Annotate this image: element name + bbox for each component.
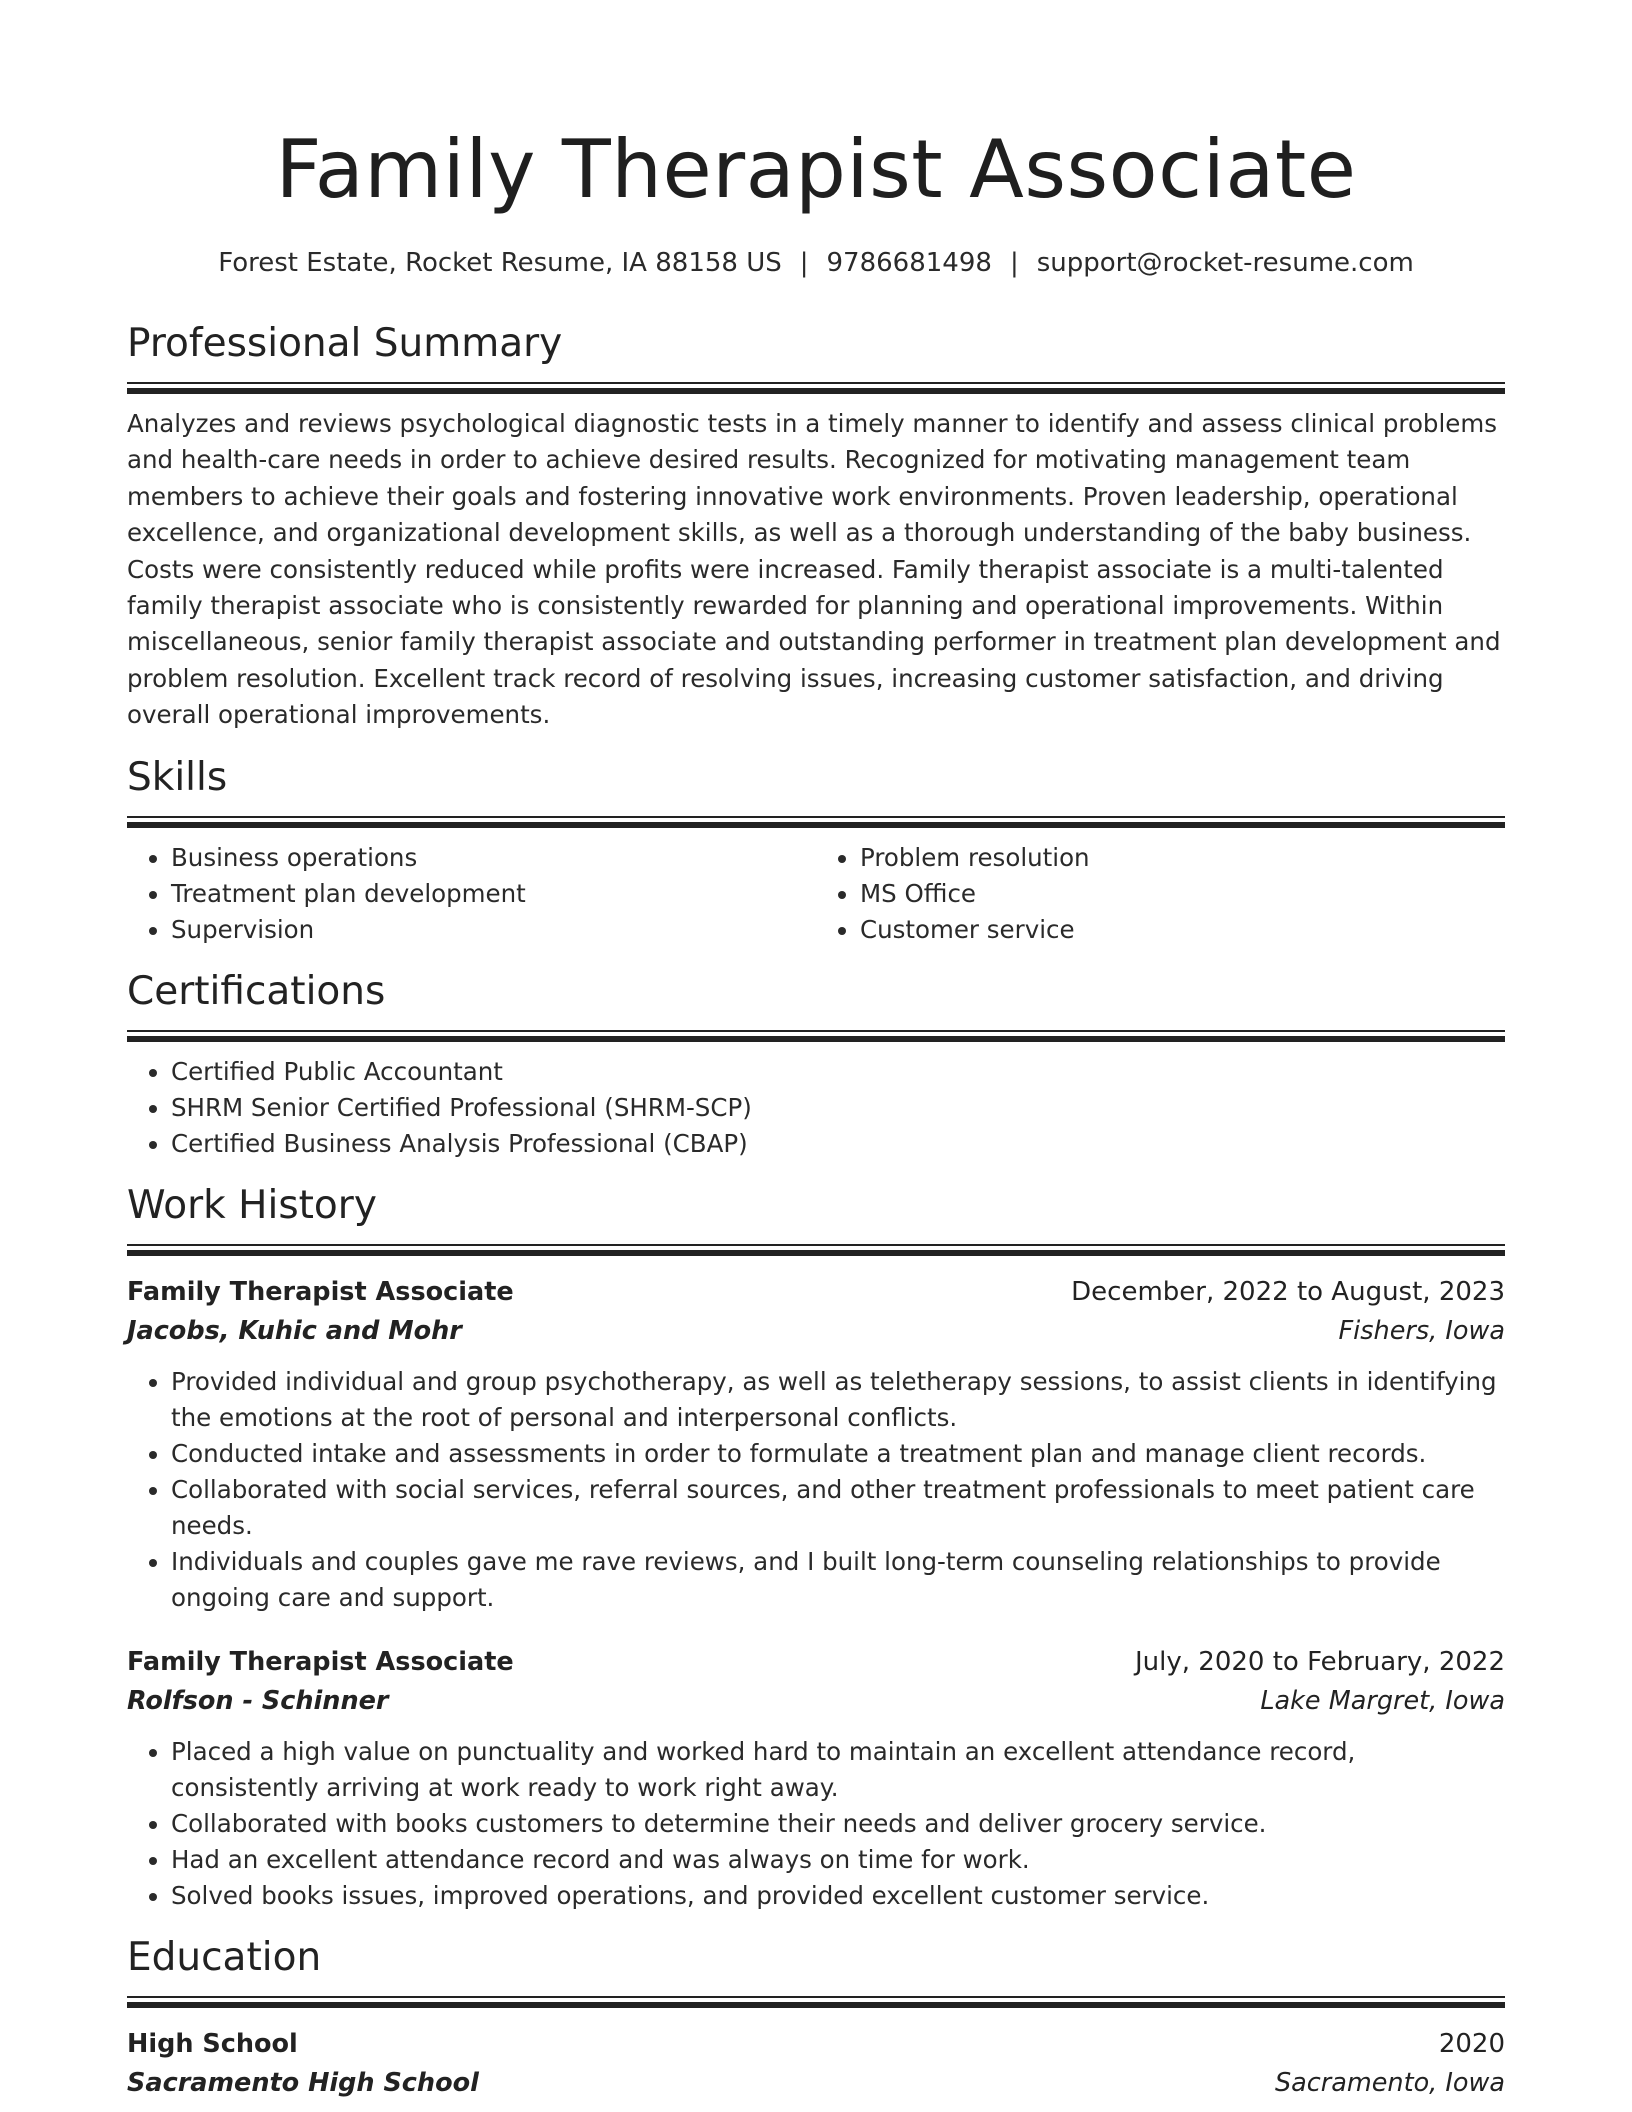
skills-list-left bbox=[127, 840, 816, 948]
section-divider bbox=[127, 1996, 1505, 2008]
job-subheader-row bbox=[127, 1682, 1505, 1720]
section-divider bbox=[127, 382, 1505, 394]
job-header-row bbox=[127, 1272, 1505, 1312]
education-year: 2020 bbox=[1438, 2028, 1505, 2059]
skills-section bbox=[127, 754, 1505, 948]
skill-item: • Supervision bbox=[171, 912, 816, 948]
skills-grid bbox=[127, 828, 1505, 948]
section-title-work-history: Work History bbox=[127, 1182, 377, 1228]
job-bullet: • Individuals and couples gave me rave reviews, and I built long-term counseling relationships to provide ongoing care and support. bbox=[171, 1544, 1505, 1616]
education-degree: High School bbox=[127, 2028, 298, 2059]
contact-email: support@rocket-resume.com bbox=[1036, 248, 1414, 278]
job-bullet: • Collaborated with books customers to determine their needs and deliver grocery service. bbox=[171, 1806, 1505, 1842]
education-school: Sacramento High School bbox=[127, 2067, 479, 2098]
job-location: Lake Margret, Iowa bbox=[1260, 1685, 1505, 1716]
job-title: Family Therapist Associate bbox=[127, 1646, 514, 1677]
job-bullet: • Collaborated with social services, referral sources, and other treatment professionals to meet patient care needs. bbox=[171, 1472, 1505, 1544]
education-header-row bbox=[127, 2024, 1505, 2064]
summary-section bbox=[127, 320, 1505, 734]
job-header-row bbox=[127, 1642, 1505, 1682]
contact-address: Forest Estate, Rocket Resume, IA 88158 US bbox=[218, 248, 782, 278]
contact-separator: | bbox=[799, 248, 809, 278]
section-title-skills: Skills bbox=[127, 754, 228, 800]
certification-item: • Certified Public Accountant bbox=[171, 1054, 1505, 1090]
skill-item: • MS Office bbox=[860, 876, 1505, 912]
certification-item: • Certified Business Analysis Professional (CBAP) bbox=[171, 1126, 1505, 1162]
certifications-section bbox=[127, 968, 1505, 1162]
job-entry bbox=[127, 1642, 1505, 1914]
job-company: Rolfson - Schinner bbox=[127, 1685, 389, 1716]
education-location: Sacramento, Iowa bbox=[1274, 2067, 1505, 2098]
skills-list-right bbox=[816, 840, 1505, 948]
contact-separator: | bbox=[1009, 248, 1019, 278]
work-history-section bbox=[127, 1182, 1505, 1914]
skill-item: • Treatment plan development bbox=[171, 876, 816, 912]
summary-text: Analyzes and reviews psychological diagnostic tests in a timely manner to identify and assess clinical problems and health-care needs in order to achieve desired results. Recognized for motivating management team members to achieve their goals and fostering innovative work environments. Proven leadership, operational excellence, and organizational development skills, as well as a thorough understanding of the baby business. Costs were consistently reduced while profits were increased. Family therapist associate is a multi-talented family therapist associate who is consistently rewarded for planning and operational improvements. Within miscellaneous, senior family therapist associate and outstanding performer in treatment plan development and problem resolution. Excellent track record of resolving issues, increasing customer satisfaction, and driving overall operational improvements. bbox=[127, 409, 1501, 730]
resume-name: Family Therapist Associate bbox=[275, 123, 1357, 216]
education-subheader-row bbox=[127, 2064, 1505, 2102]
section-title-education: Education bbox=[127, 1934, 322, 1980]
skill-item: • Problem resolution bbox=[860, 840, 1505, 876]
job-bullet: • Conducted intake and assessments in order to formulate a treatment plan and manage client records. bbox=[171, 1436, 1505, 1472]
skill-item: • Customer service bbox=[860, 912, 1505, 948]
section-divider bbox=[127, 816, 1505, 828]
certifications-list bbox=[127, 1054, 1505, 1162]
contact-phone: 9786681498 bbox=[826, 248, 992, 278]
job-bullet: • Placed a high value on punctuality and worked hard to maintain an excellent attendance record, consistently arriving at work ready to work right away. bbox=[171, 1734, 1505, 1806]
job-location: Fishers, Iowa bbox=[1338, 1315, 1505, 1346]
job-bullet: • Had an excellent attendance record and was always on time for work. bbox=[171, 1842, 1505, 1878]
job-title: Family Therapist Associate bbox=[127, 1276, 514, 1307]
job-dates: July, 2020 to February, 2022 bbox=[1135, 1646, 1505, 1677]
job-subheader-row bbox=[127, 1312, 1505, 1350]
job-entry bbox=[127, 1272, 1505, 1616]
section-divider bbox=[127, 1244, 1505, 1256]
job-bullets bbox=[127, 1734, 1505, 1914]
job-dates: December, 2022 to August, 2023 bbox=[1071, 1276, 1505, 1307]
certification-item: • SHRM Senior Certified Professional (SHRM-SCP) bbox=[171, 1090, 1505, 1126]
section-divider bbox=[127, 1030, 1505, 1042]
job-bullet: • Solved books issues, improved operations, and provided excellent customer service. bbox=[171, 1878, 1505, 1914]
education-entry bbox=[127, 2024, 1505, 2102]
section-title-certifications: Certifications bbox=[127, 968, 386, 1014]
education-section bbox=[127, 1934, 1505, 2102]
job-company: Jacobs, Kuhic and Mohr bbox=[127, 1315, 462, 1346]
job-bullets bbox=[127, 1364, 1505, 1616]
job-bullet: • Provided individual and group psychotherapy, as well as teletherapy sessions, to assist clients in identifying the emotions at the root of personal and interpersonal conflicts. bbox=[171, 1364, 1505, 1436]
section-title-summary: Professional Summary bbox=[127, 321, 563, 366]
contact-line bbox=[127, 246, 1505, 280]
skill-item: • Business operations bbox=[171, 840, 816, 876]
